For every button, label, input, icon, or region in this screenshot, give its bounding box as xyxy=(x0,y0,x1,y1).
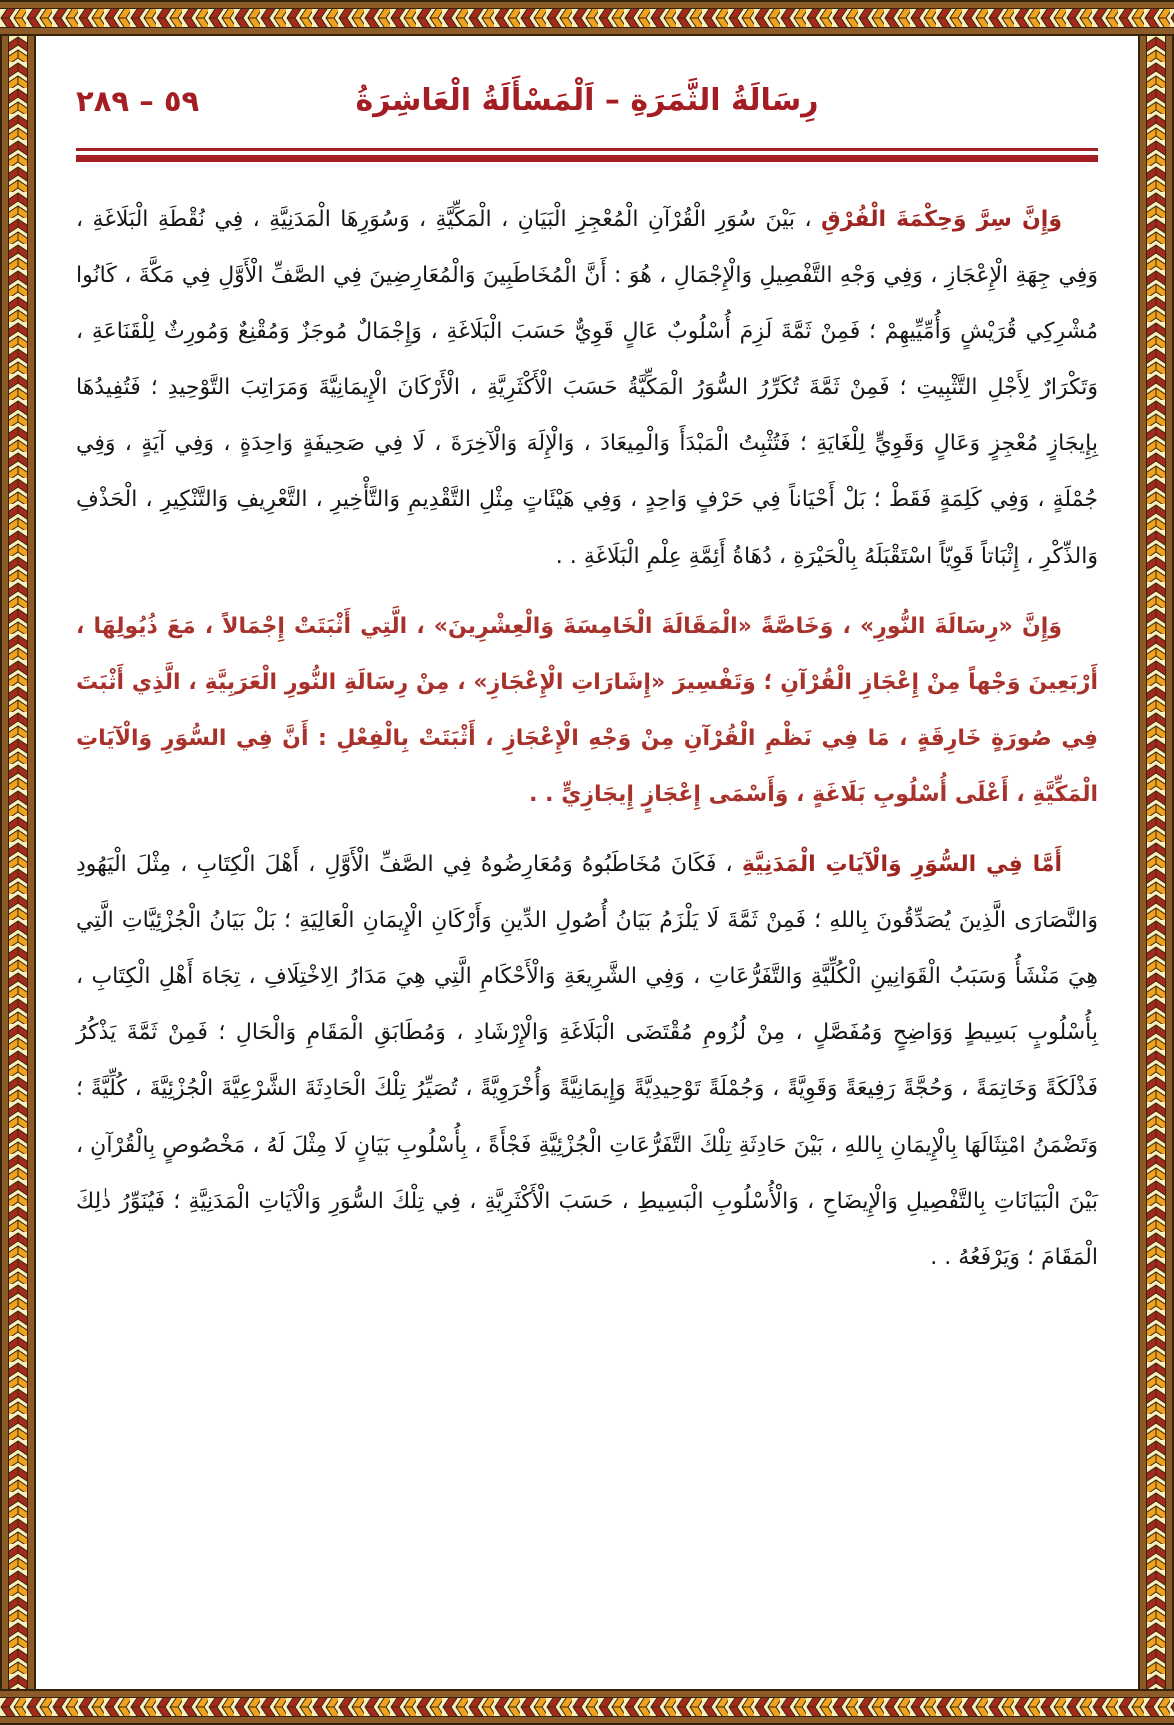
border-ornament-left xyxy=(0,36,36,1689)
page-title: رِسَالَةُ الثَّمَرَةِ – اَلْمَسْأَلَةُ الْعَاشِرَةُ xyxy=(355,83,819,118)
border-ornament-right xyxy=(1138,36,1174,1689)
page-content xyxy=(36,36,1138,1689)
paragraph-madani-lead: أَمَّا فِي السُّوَرِ وَالْآيَاتِ الْمَدَنِيَّةِ xyxy=(741,852,1062,878)
paragraph-makki xyxy=(76,192,1098,585)
page-number: ٥٩ – ٢٨٩ xyxy=(76,84,200,118)
paragraph-risale-nur: وَإِنَّ «رِسَالَةَ النُّورِ» ، وَخَاصَّةً «الْمَقَالَةَ الْخَامِسَةَ وَالْعِشْرِينَ» ، الَّتِي أَثْبَتَتْ إِجْمَالاً ، مَعَ ذُيُولِهَا ، أَرْبَعِينَ وَجْهاً مِنْ إِعْجَازِ الْقُرْآنِ ؛ وَتَفْسِيرَ «إِشَارَاتِ الْإِعْجَازِ» ، مِنْ رِسَالَةِ النُّورِ الْعَرَبِيَّةِ ، الَّذِي أَثْبَتَ فِي صُورَةٍ خَارِقَةٍ ، مَا فِي نَظْمِ الْقُرْآنِ مِنْ وَجْهِ الْإِعْجَازِ ، أَثْبَتَتْ بِالْفِعْلِ : أَنَّ فِي السُّوَرِ وَالْآيَاتِ الْمَكِّيَّةِ ، أَعْلَى أُسْلُوبِ بَلَاغَةٍ ، وَأَسْمَى إِعْجَازٍ إِيجَازِيٍّ . . xyxy=(76,613,1098,807)
title-rule-thick-line xyxy=(76,155,1098,162)
paragraph-makki-lead: وَإِنَّ سِرَّ وَحِكْمَةَ الْفُرْقِ xyxy=(821,207,1062,232)
paragraph-madani-body: ، فَكَانَ مُخَاطَبُوهُ وَمُعَارِضُوهُ فِي الصَّفِّ الْأَوَّلِ ، أَهْلَ الْكِتَابِ ، مِثْلَ الْيَهُودِ وَالنَّصَارَى الَّذِينَ يُصَدِّقُونَ بِاللهِ ؛ فَمِنْ ثَمَّةَ لَا يَلْزَمُ بَيَانُ أُصُولِ الدِّينِ وَأَرْكَانِ الْإِيمَانِ الْعَالِيَةِ ؛ بَلْ بَيَانُ الْجُزْئِيَّاتِ الَّتِي هِيَ مَنْشَأُ وَسَبَبُ الْقَوَانِينِ الْكُلِّيَّةِ وَالتَّفَرُّعَاتِ ، وَفِي الشَّرِيعَةِ وَالْأَحْكَامِ الَّتِي هِيَ مَدَارُ الِاخْتِلَافِ ، تِجَاهَ أَهْلِ الْكِتَابِ ، بِأُسْلُوبٍ بَسِيطٍ وَوَاضِحٍ وَمُفَصَّلٍ ، مِنْ لُزُومِ مُقْتَضَى الْبَلَاغَةِ وَالْإِرْشَادِ ، وَمُطَابَقِ الْمَقَامِ وَالْحَالِ ؛ فَمِنْ ثَمَّةَ يَذْكُرُ فَذْلَكَةً وَخَاتِمَةً ، وَحُجَّةً رَفِيعَةً وَقَوِيَّةً ، وَجُمْلَةً تَوْحِيدِيَّةً وَإِيمَانِيَّةً وَأُخْرَوِيَّةً ، تُصَيِّرُ تِلْكَ الْحَادِثَةَ الشَّرْعِيَّةَ الْجُزْئِيَّةَ ، كُلِّيَّةً ؛ وَتَضْمَنُ امْتِثَالَهَا بِالْإِيمَانِ بِاللهِ ، بَيْنَ حَادِثَةِ تِلْكَ التَّفَرُّعَاتِ الْجُزْئِيَّةِ فَجْأَةً ، بِأُسْلُوبِ بَيَانٍ لَا مِثْلَ لَهُ ، مَخْصُوصٍ بِالْقُرْآنِ ، بَيْنَ الْبَيَانَاتِ بِالتَّفْصِيلِ وَالْإِيضَاحِ ، وَالْأُسْلُوبِ الْبَسِيطِ ، حَسَبَ الْأَكْثَرِيَّةِ ، فِي تِلْكَ السُّوَرِ وَالْآيَاتِ الْمَدَنِيَّةِ ؛ فَيُنَوِّرُ ذٰلِكَ الْمَقَامَ ؛ وَيَرْفَعُهُ . . xyxy=(76,852,1098,1270)
paragraph-makki-body: ، بَيْنَ سُوَرِ الْقُرْآنِ الْمُعْجِزِ الْبَيَانِ ، الْمَكِّيَّةِ ، وَسُوَرِهَا الْمَدَنِيَّةِ ، فِي نُقْطَةِ الْبَلَاغَةِ ، وَفِي جِهَةِ الْإِعْجَازِ ، وَفِي وَجْهِ التَّفْصِيلِ وَالْإِجْمَالِ ، هُوَ : أَنَّ الْمُخَاطَبِينَ وَالْمُعَارِضِينَ فِي الصَّفِّ الْأَوَّلِ فِي مَكَّةَ ، كَانُوا مُشْرِكِي قُرَيْشٍ وَأُمِّيِّيهِمْ ؛ فَمِنْ ثَمَّةَ لَزِمَ أُسْلُوبٌ عَالٍ قَوِيٌّ حَسَبَ الْبَلَاغَةِ ، وَإِجْمَالٌ مُوجَزٌ وَمُقْنِعٌ وَمُورِثٌ لِلْقَنَاعَةِ ، وَتَكْرَارٌ لِأَجْلِ التَّثْبِيتِ ؛ فَمِنْ ثَمَّةَ تُكَرِّرُ السُّوَرُ الْمَكِّيَّةُ حَسَبَ الْأَكْثَرِيَّةِ ، الْأَرْكَانَ الْإِيمَانِيَّةَ وَمَرَاتِبَ التَّوْحِيدِ ؛ فَتُفِيدُهَا بِإِيجَازٍ مُعْجِزٍ وَعَالٍ وَقَوِيٍّ لِلْغَايَةِ ؛ فَتُثْبِتُ الْمَبْدَأَ وَالْمِيعَادَ ، وَالْإِلَهَ وَالْآخِرَةَ ، لَا فِي صَحِيفَةٍ وَاحِدَةٍ ، وَفِي آيَةٍ ، وَفِي جُمْلَةٍ ، وَفِي كَلِمَةٍ فَقَطْ ؛ بَلْ أَحْيَاناً فِي حَرْفٍ وَاحِدٍ ، وَفِي هَيْئَاتٍ مِثْلِ التَّقْدِيمِ وَالتَّأْخِيرِ ، التَّعْرِيفِ وَالتَّنْكِيرِ ، الْحَذْفِ وَالذِّكْرِ ، إِثْبَاتاً قَوِيّاً اسْتَقْبَلَهُ بِالْحَيْرَةِ ، دُهَاةُ أَئِمَّةِ عِلْمِ الْبَلَاغَةِ . . xyxy=(76,207,1098,569)
border-ornament-top xyxy=(0,0,1174,36)
paragraph-madani xyxy=(76,837,1098,1286)
title-rule xyxy=(76,148,1098,162)
page-header xyxy=(76,64,1098,138)
border-ornament-bottom xyxy=(0,1689,1174,1725)
